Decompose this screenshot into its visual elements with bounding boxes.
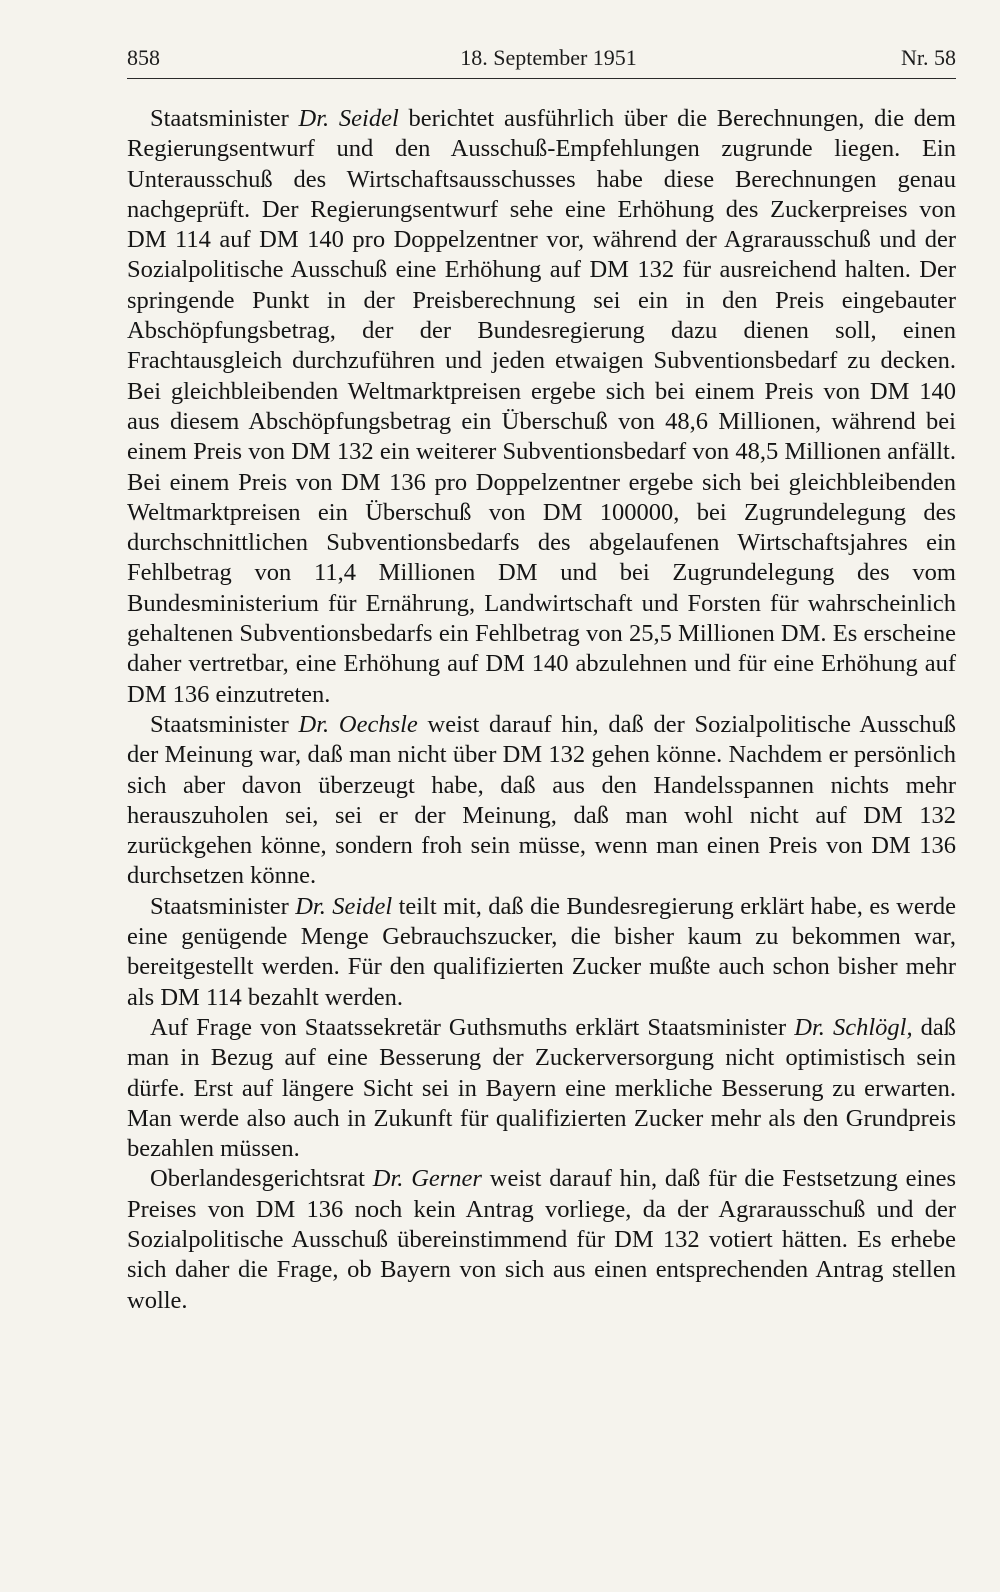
speaker-name: Dr. Gerner	[372, 1165, 482, 1193]
paragraph-text: berichtet ausführlich über die Berechnungen, die dem Regierungsentwurf und den Ausschuß-Empfehlungen zugrunde liegen. Ein Unterausschuß des Wirtschaftsausschusses habe diese Berechnungen genau nachgeprüft. Der Regierungsentwurf sehe eine Erhöhung des Zuckerpreises von DM 114 auf DM 140 pro Doppelzentner vor, während der Agrarausschuß und der Sozialpolitische Ausschuß eine Erhöhung auf DM 132 für ausreichend halten. Der springende Punkt in der Preisberechnung sei ein in den Preis eingebauter Abschöpfungsbetrag, der der Bundesregierung dazu dienen soll, einen Frachtausgleich durchzuführen und jeden etwaigen Subventionsbedarf zu decken. Bei gleichbleibenden Weltmarktpreisen ergebe sich bei einem Preis von DM 140 aus diesem Abschöpfungsbetrag ein Überschuß von 48,6 Millionen, während bei einem Preis von DM 132 ein weiterer Subventionsbedarf von 48,5 Millionen anfällt. Bei einem Preis von DM 136 pro Doppelzentner ergebe sich bei gleichbleibenden Weltmarktpreisen ein Überschuß von DM 100000, bei Zugrundelegung des durchschnittlichen Subventionsbedarfs des abgelaufenen Wirtschaftsjahres ein Fehlbetrag von 11,4 Millionen DM und bei Zugrundelegung des vom Bundesministerium für Ernährung, Landwirtschaft und Forsten für wahrscheinlich gehaltenen Subventionsbedarfs ein Fehlbetrag von 25,5 Millionen DM. Es erscheine daher vertretbar, eine Erhöhung auf DM 140 abzulehnen und für eine Erhöhung auf DM 136 einzutreten.	[127, 105, 956, 708]
speaker-name: Dr. Oechsle	[298, 710, 418, 738]
paragraph-text: Oberlandesgerichtsrat	[150, 1165, 373, 1193]
header-date: 18. September 1951	[460, 45, 637, 70]
paragraph-text: weist darauf hin, daß für die Festsetzung eines Preises von DM 136 noch kein Antrag vorliege, da der Agrarausschuß und der Sozialpolitische Ausschuß übereinstimmend für DM 132 votiert hätten. Es erhebe sich daher die Frage, ob Bayern von sich aus einen entsprechenden Antrag stellen wolle.	[127, 1165, 956, 1314]
paragraph-text: daß man in Bezug auf eine Besserung der Zuckerversorgung nicht optimistisch sein dürfe. Erst auf längere Sicht sei in Bayern eine merkliche Besserung zu erwarten. Man werde also auch in Zukunft für qualifizierten Zucker mehr als den Grundpreis bezahlen müssen.	[127, 1013, 957, 1163]
speaker-name: Dr. Schlögl,	[794, 1013, 913, 1041]
paragraph	[127, 710, 956, 892]
issue-number: Nr. 58	[901, 45, 956, 70]
speaker-name: Dr. Seidel	[295, 892, 393, 920]
paragraph-text: weist darauf hin, daß der Sozialpolitische Ausschuß der Meinung war, daß man nicht über DM 132 gehen könne. Nachdem er persönlich sich aber davon überzeugt habe, daß aus den Handelsspannen nichts mehr herauszuholen sei, sei er der Meinung, daß man wohl nicht auf DM 132 zurückgehen könne, sondern froh sein müsse, wenn man einen Preis von DM 136 durchsetzen könne.	[127, 710, 956, 890]
paragraph-text: Auf Frage von Staatssekretär Guthsmuths erklärt Staatsminister	[150, 1013, 795, 1041]
header-rule	[127, 78, 956, 79]
speaker-name: Dr. Seidel	[298, 105, 399, 132]
page-number: 858	[127, 45, 160, 70]
paragraph	[127, 1164, 956, 1315]
page-header	[127, 45, 956, 77]
paragraph-text: teilt mit, daß die Bundesregierung erklärt habe, es werde eine genügende Menge Gebrauchszucker, die bisher kaum zu bekommen war, bereitgestellt werden. Für den qualifizierten Zucker mußte auch schon bisher mehr als DM 114 bezahlt werden.	[127, 892, 957, 1011]
paragraph-text: Staatsminister	[150, 892, 296, 920]
paragraph	[127, 1013, 956, 1164]
paragraph-text: Staatsminister	[150, 710, 299, 738]
paragraph-text: Staatsminister	[150, 105, 299, 132]
paragraph	[127, 892, 956, 1013]
document-body	[127, 104, 956, 1316]
paragraph	[127, 104, 956, 710]
